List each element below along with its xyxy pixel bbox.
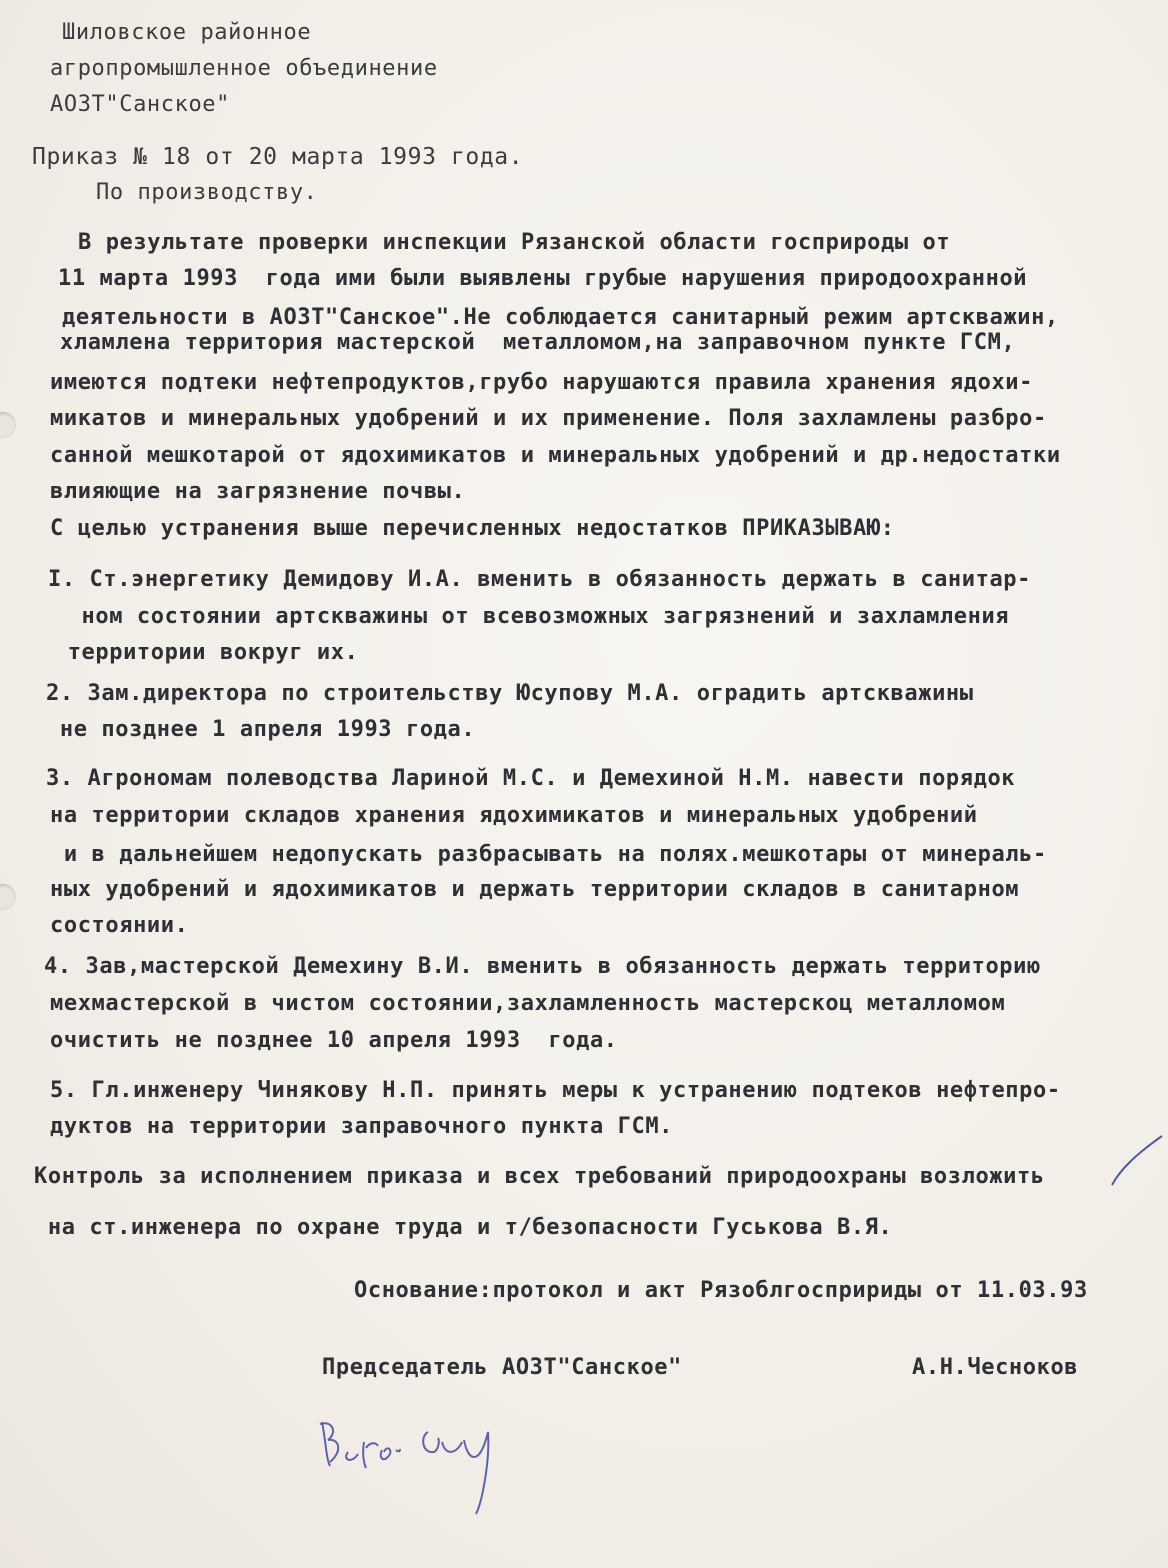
para-line: имеются подтеки нефтепродуктов,грубо нарушаются правила хранения ядохи- — [50, 370, 1034, 395]
item-4-line: 4. Зав,мастерской Демехину В.И. вменить в обязанность держать территорию — [44, 954, 1041, 979]
item-4-line: очистить не позднее 10 апреля 1993 года. — [50, 1028, 618, 1053]
item-4-line: мехмастерской в чистом состоянии,захламленность мастерскоц металломом — [50, 991, 1006, 1016]
order-subject: По производству. — [96, 180, 318, 205]
item-1-line: I. Ст.энергетику Демидову И.А. вменить в обязанность держать в санитар- — [48, 567, 1032, 592]
punch-hole-top — [0, 412, 16, 438]
control-line: Контроль за исполнением приказа и всех требований природоохраны возложить — [34, 1164, 1045, 1189]
org-name-line3: АОЗТ"Санское" — [50, 92, 230, 117]
para-line: влияющие на загрязнение почвы. — [50, 479, 466, 504]
item-3-line: состоянии. — [50, 913, 189, 938]
item-3-line: 3. Агрономам полеводства Лариной М.С. и Демехиной Н.М. навести порядок — [46, 766, 1016, 791]
signatory-position: Председатель АОЗТ"Санское" — [322, 1355, 682, 1380]
item-3-line: и в дальнейшем недопускать разбрасывать на полях.мешкотары от минераль- — [50, 842, 1047, 867]
item-1-line: территории вокруг их. — [40, 640, 359, 665]
item-3-line: ных удобрений и ядохимикатов и держать территории складов в санитарном — [50, 877, 1020, 902]
signatory-name: А.Н.Чесноков — [912, 1355, 1079, 1380]
para-line: 11 марта 1993 года ими были выявлены грубые нарушения природоохранной — [58, 266, 1028, 291]
item-5-line: дуктов на территории заправочного пункта ГСМ. — [50, 1114, 674, 1139]
punch-hole-bottom — [0, 884, 16, 910]
handwritten-check-mark — [1110, 1130, 1168, 1190]
para-line: санной мешкотарой от ядохимикатов и минеральных удобрений и др.недостатки — [50, 443, 1061, 468]
item-1-line: ном состоянии артскважины от всевозможных загрязнений и захламления — [40, 604, 1010, 629]
para-line: деятельности в АОЗТ"Санское".Не соблюдается санитарный режим артскважин, — [62, 305, 1059, 330]
item-2-line: 2. Зам.директора по строительству Юсупову М.А. оградить артскважины — [46, 681, 974, 706]
item-5-line: 5. Гл.инженеру Чинякову Н.П. принять меры к устранению подтеков нефтепро- — [50, 1078, 1061, 1103]
para-line: В результате проверки инспекции Рязанской области госприроды от — [78, 230, 951, 255]
control-line: на ст.инженера по охране труда и т/безопасности Гуськова В.Я. — [34, 1215, 893, 1240]
item-3-line: на территории складов хранения ядохимикатов и минеральных удобрений — [50, 803, 978, 828]
order-basis: Основание:протокол и акт Рязоблгоспририды от 11.03.93 — [354, 1278, 1088, 1303]
para-line: хламлена территория мастерской металломом,на заправочном пункте ГСМ, — [60, 330, 1016, 355]
item-2-line: не позднее 1 апреля 1993 года. — [46, 717, 476, 742]
org-name-line1: Шиловское районное — [62, 20, 312, 45]
handwritten-certification — [312, 1402, 522, 1522]
org-name-line2: агропромышленное объединение — [50, 56, 438, 81]
order-intro: С целью устранения выше перечисленных недостатков ПРИКАЗЫВАЮ: — [50, 516, 895, 541]
order-title: Приказ № 18 от 20 марта 1993 года. — [32, 144, 524, 170]
para-line: микатов и минеральных удобрений и их применение. Поля захламлены разбро- — [50, 406, 1047, 431]
